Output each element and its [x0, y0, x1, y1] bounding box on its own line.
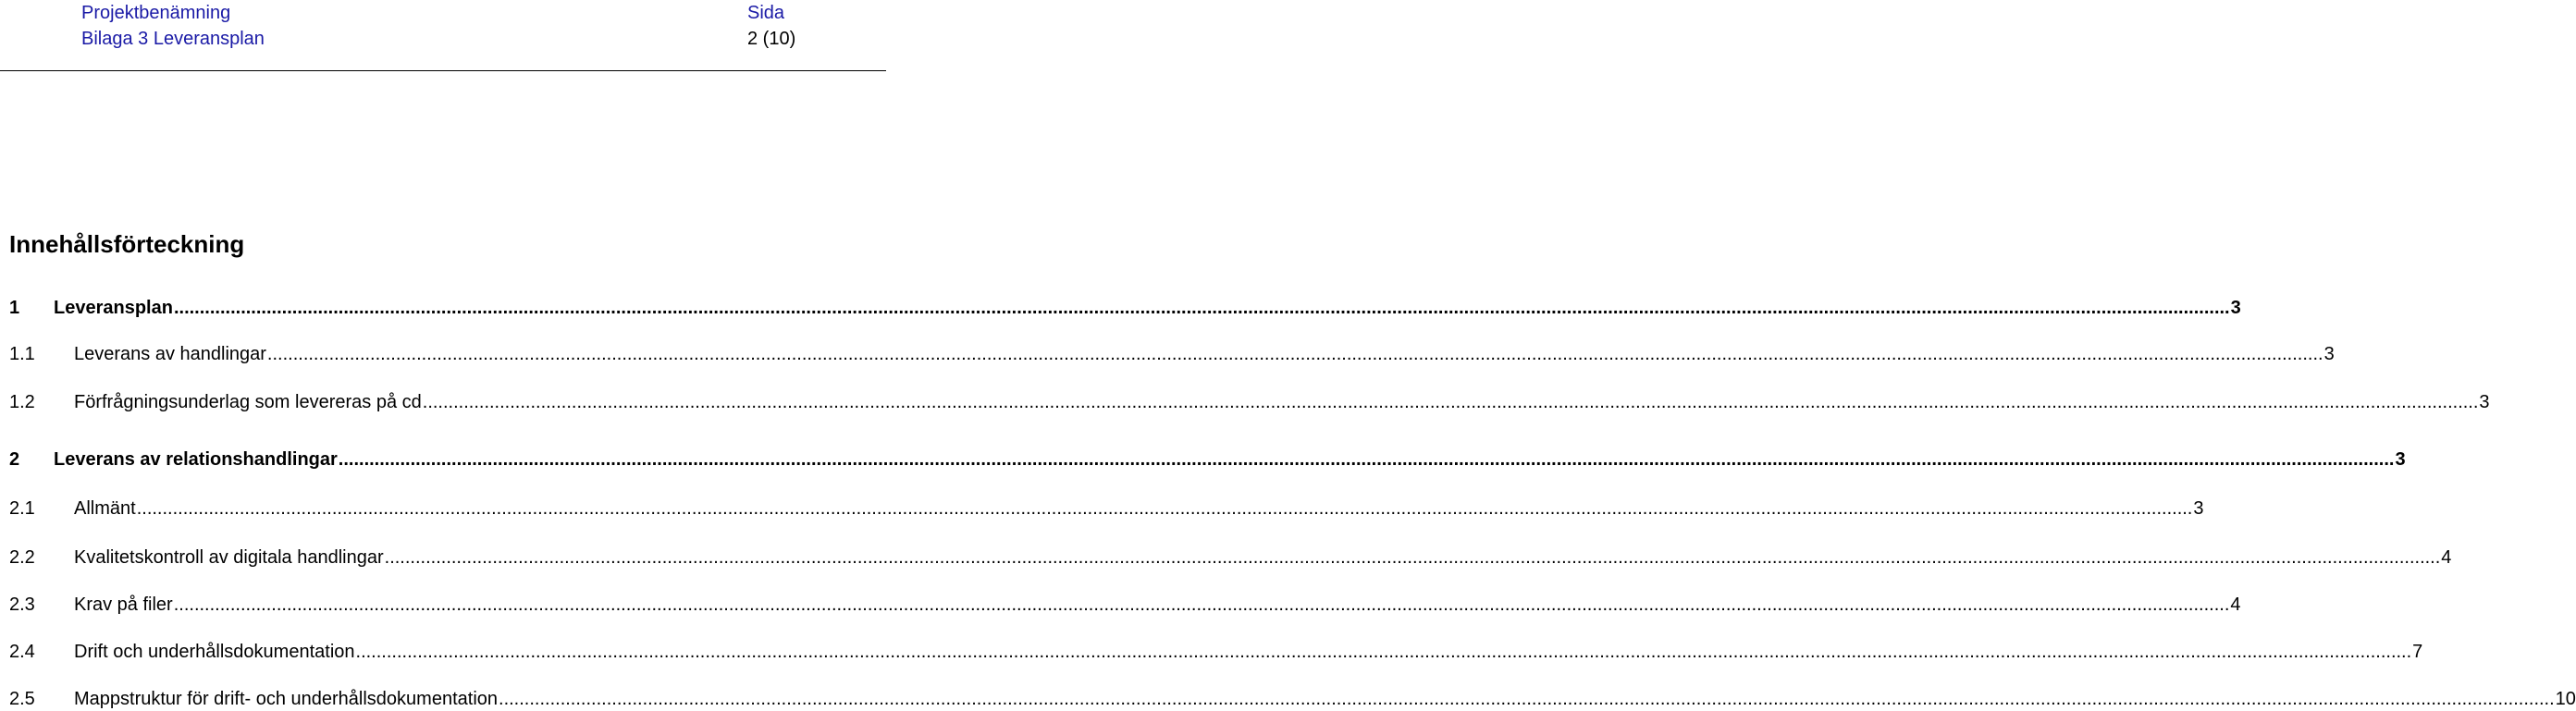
toc-entry-title: Mappstruktur för drift- och underhållsdokumentation	[74, 689, 499, 709]
toc-entry-page: 3	[2193, 498, 2204, 519]
toc-entry[interactable]	[9, 546, 2452, 570]
toc-entry[interactable]	[9, 593, 2241, 617]
toc-entry[interactable]	[9, 687, 2576, 711]
toc-entry-number: 2.5	[9, 689, 35, 709]
document-name: Bilaga 3 Leveransplan	[81, 29, 265, 49]
toc-dot-leader: ................................................................................................................................................................................................................................................................................................................................................................................................................	[173, 595, 2230, 615]
toc-dot-leader: ................................................................................................................................................................................................................................................................................................................................................................................................................	[355, 642, 2412, 662]
document-header-right	[747, 0, 795, 52]
toc-entry-title: Allmänt	[74, 498, 136, 519]
toc-entry-title: Leverans av handlingar	[74, 344, 266, 364]
toc-entry-number: 2.2	[9, 547, 35, 568]
toc-entry[interactable]	[9, 390, 2490, 414]
toc-entry-number: 1.1	[9, 344, 35, 364]
toc-entry-page: 3	[2479, 392, 2490, 412]
toc-title: Innehållsförteckning	[9, 230, 245, 258]
project-label: Projektbenämning	[81, 3, 231, 23]
toc-entry-title: Leveransplan	[54, 298, 173, 318]
toc-entry-number: 2.1	[9, 498, 35, 519]
toc-entry-number: 2	[9, 449, 20, 470]
toc-entry-page: 3	[2395, 449, 2406, 470]
toc-entry-title: Förfrågningsunderlag som levereras på cd	[74, 392, 422, 412]
toc-entry[interactable]	[9, 342, 2335, 366]
page-number: 2 (10)	[747, 29, 796, 49]
toc-entry-page: 4	[2441, 547, 2452, 568]
toc-entry-page: 3	[2230, 298, 2241, 318]
toc-entry-number: 2.4	[9, 642, 35, 662]
toc-entry-number: 1.2	[9, 392, 35, 412]
toc-dot-leader: ................................................................................................................................................................................................................................................................................................................................................................................................................	[136, 498, 2193, 519]
toc-entry-title: Kvalitetskontroll av digitala handlingar	[74, 547, 384, 568]
toc-entry-title: Krav på filer	[74, 595, 173, 615]
toc-entry-title: Drift och underhållsdokumentation	[74, 642, 355, 662]
toc-dot-leader: ................................................................................................................................................................................................................................................................................................................................................................................................................	[422, 392, 2479, 412]
toc-dot-leader: ................................................................................................................................................................................................................................................................................................................................................................................................................	[266, 344, 2323, 364]
toc-dot-leader: ................................................................................................................................................................................................................................................................................................................................................................................................................	[499, 689, 2555, 709]
header-divider	[0, 70, 886, 71]
toc-entry-number: 1	[9, 298, 20, 318]
toc-dot-leader: ................................................................................................................................................................................................................................................................................................................................................................................................................	[384, 547, 2441, 568]
document-header-left	[81, 0, 265, 52]
toc-entry-page: 3	[2323, 344, 2335, 364]
toc-dot-leader: ................................................................................................................................................................................................................................................................................................................................................................................................................	[173, 298, 2230, 318]
toc-entry-page: 4	[2230, 595, 2241, 615]
toc-entry[interactable]	[9, 447, 2406, 472]
toc-entry-page: 10	[2555, 689, 2576, 709]
toc-entry[interactable]	[9, 640, 2423, 664]
toc-dot-leader: ................................................................................................................................................................................................................................................................................................................................................................................................................	[338, 449, 2395, 470]
toc-entry-title: Leverans av relationshandlingar	[54, 449, 338, 470]
page-label: Sida	[747, 3, 785, 23]
toc-entry-page: 7	[2412, 642, 2423, 662]
toc-entry[interactable]	[9, 496, 2204, 521]
toc-entry-number: 2.3	[9, 595, 35, 615]
toc-entry[interactable]	[9, 296, 2241, 320]
